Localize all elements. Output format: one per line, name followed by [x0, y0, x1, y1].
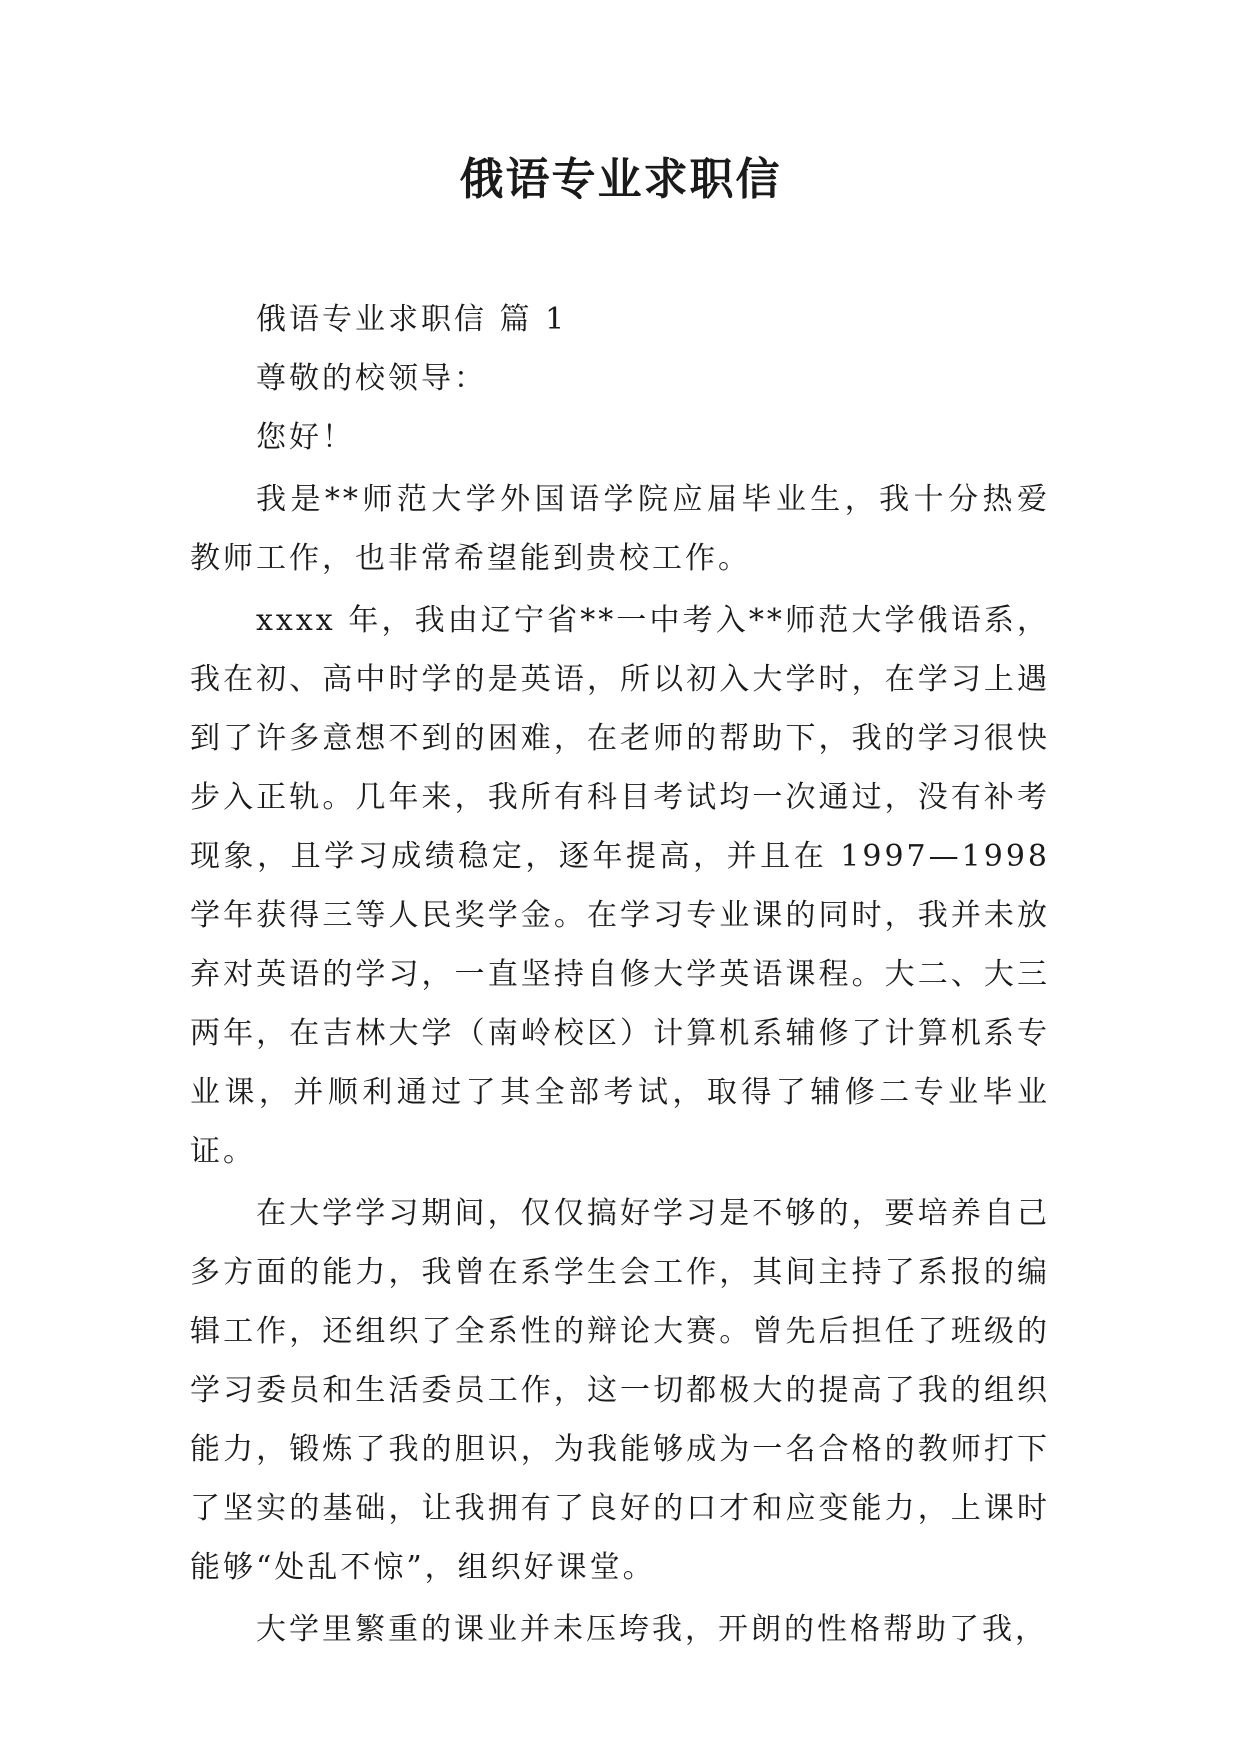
paragraph-intro: 我是**师范大学外国语学院应届毕业生，我十分热爱教师工作，也非常希望能到贵校工作。: [190, 482, 1050, 576]
salutation: 尊敬的校领导：: [256, 361, 487, 396]
document-title: 俄语专业求职信: [459, 154, 782, 205]
greeting: 您好！: [256, 420, 355, 455]
section-heading: 俄语专业求职信 篇 1: [256, 302, 568, 337]
document-body: [190, 290, 1050, 1659]
paragraph-continued: 大学里繁重的课业并未压垮我，开朗的性格帮助了我，: [256, 1612, 1048, 1647]
paragraph-education: xxxx 年，我由辽宁省**一中考入**师范大学俄语系，我在初、高中时学的是英语，所以初入大学时，在学习上遇到了许多意想不到的困难，在老师的帮助下，我的学习很快步入正轨。几年来，我所有科目考试均一次通过，没有补考现象，且学习成绩稳定，逐年提高，并且在 1997—1998 学年获得三等人民奖学金。在学习专业课的同时，我并未放弃对英语的学习，一直坚持自修大学英语课程。大二、大三两年，在吉林大学（南岭校区）计算机系辅修了计算机系专业课，并顺利通过了其全部考试，取得了辅修二专业毕业证。: [190, 603, 1050, 1169]
paragraph-activities: 在大学学习期间，仅仅搞好学习是不够的，要培养自己多方面的能力，我曾在系学生会工作，其间主持了系报的编辑工作，还组织了全系性的辩论大赛。曾先后担任了班级的学习委员和生活委员工作，这一切都极大的提高了我的组织能力，锻炼了我的胆识，为我能够成为一名合格的教师打下了坚实的基础，让我拥有了良好的口才和应变能力，上课时能够“处乱不惊”，组织好课堂。: [190, 1196, 1050, 1585]
